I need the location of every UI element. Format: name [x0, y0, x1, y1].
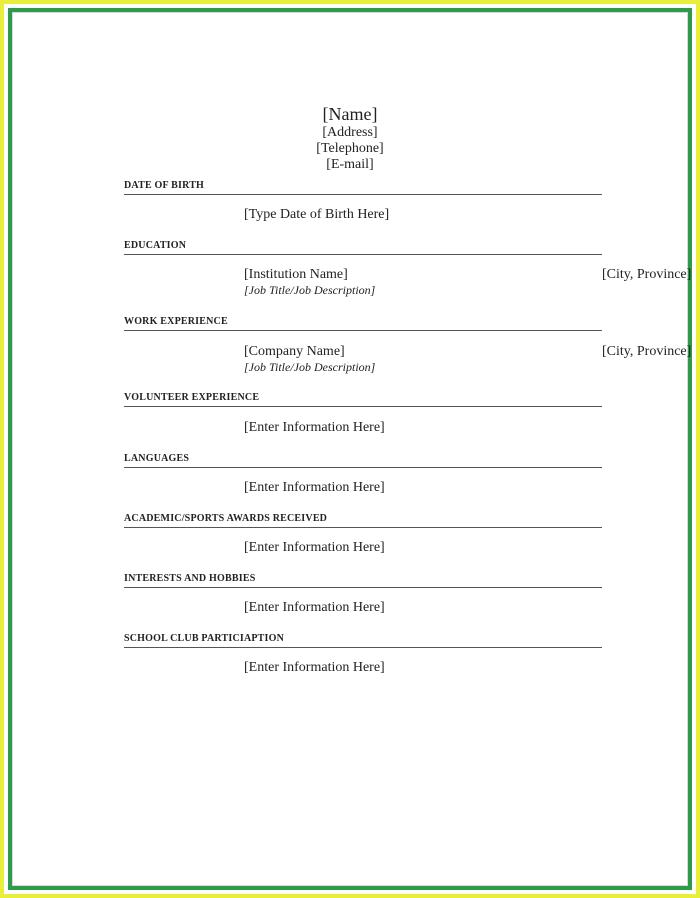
company-name: [Company Name] [244, 344, 345, 359]
section-title-school-clubs: SCHOOL CLUB PARTICIAPTION [124, 633, 602, 648]
entry-school-clubs [124, 660, 602, 676]
date-of-birth-value: [Type Date of Birth Here] [244, 207, 390, 222]
section-title-languages: LANGUAGES [124, 453, 602, 468]
section-interests [124, 573, 602, 588]
interests-value: [Enter Information Here] [244, 600, 385, 615]
volunteer-value: [Enter Information Here] [244, 420, 385, 435]
resume-header [13, 103, 687, 173]
name-placeholder: [Name] [322, 104, 378, 124]
section-title-awards: ACADEMIC/SPORTS AWARDS RECEIVED [124, 513, 602, 528]
section-volunteer-experience [124, 392, 602, 407]
education-location: [City, Province] [602, 267, 692, 282]
entry-education [124, 267, 692, 298]
education-description: [Job Title/Job Description] [244, 283, 376, 297]
awards-value: [Enter Information Here] [244, 540, 385, 555]
school-clubs-value: [Enter Information Here] [244, 660, 385, 675]
entry-interests [124, 600, 602, 616]
section-school-clubs [124, 633, 602, 648]
section-languages [124, 453, 602, 468]
entry-date-of-birth [124, 207, 602, 223]
section-education [124, 240, 602, 255]
entry-awards [124, 540, 602, 556]
resume-page [12, 12, 692, 886]
entry-volunteer [124, 420, 602, 436]
entry-work-experience [124, 344, 692, 375]
work-description: [Job Title/Job Description] [244, 360, 376, 374]
telephone-placeholder: [Telephone] [316, 141, 384, 156]
section-title-interests: INTERESTS AND HOBBIES [124, 573, 602, 588]
section-title-date-of-birth: DATE OF BIRTH [124, 180, 602, 195]
institution-name: [Institution Name] [244, 267, 348, 282]
email-placeholder: [E-mail] [326, 157, 374, 172]
section-title-volunteer: VOLUNTEER EXPERIENCE [124, 392, 602, 407]
languages-value: [Enter Information Here] [244, 480, 385, 495]
entry-languages [124, 480, 602, 496]
section-title-work-experience: WORK EXPERIENCE [124, 316, 602, 331]
section-awards [124, 513, 602, 528]
section-date-of-birth [124, 180, 602, 195]
work-location: [City, Province] [602, 344, 692, 359]
address-placeholder: [Address] [322, 125, 378, 140]
section-title-education: EDUCATION [124, 240, 602, 255]
section-work-experience [124, 316, 602, 331]
